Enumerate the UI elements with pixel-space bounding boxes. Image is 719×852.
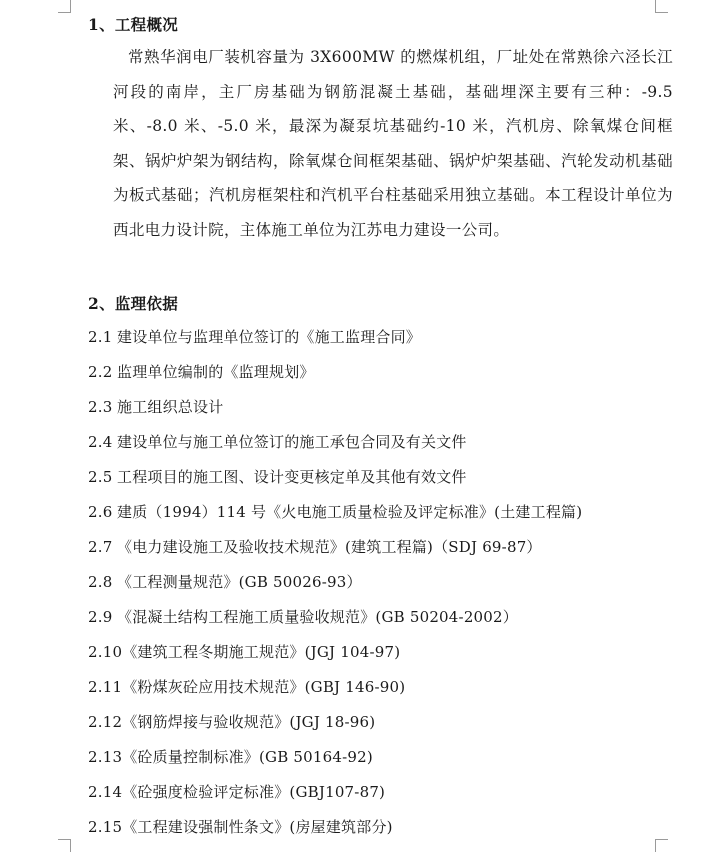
list-item-number: 2.14 [88,783,123,801]
list-item [88,781,385,802]
list-item [88,746,373,767]
list-item-text: 《砼质量控制标准》(GB 50164-92) [122,748,373,766]
list-item-text: 工程项目的施工图、设计变更核定单及其他有效文件 [117,468,467,486]
list-item [88,361,315,382]
list-item-number: 2.2 [88,363,113,381]
list-item [88,396,223,417]
list-item-text: 建设单位与施工单位签订的施工承包合同及有关文件 [117,433,467,451]
list-item-number: 2.13 [88,748,123,766]
crop-mark-top-right [655,0,668,13]
list-item-number: 2.5 [88,468,113,486]
list-item-number: 2.11 [88,678,123,696]
list-item-text: 《钢筋焊接与验收规范》(JGJ 18-96) [122,713,376,731]
list-item-number: 2.8 [88,573,113,591]
list-item-text: 《电力建设施工及验收技术规范》(建筑工程篇)（SDJ 69-87） [117,538,542,556]
list-item [88,326,421,347]
list-item-text: 建质（1994）114 号《火电施工质量检验及评定标准》(土建工程篇) [117,503,583,521]
list-item-number: 2.15 [88,818,123,836]
list-item [88,431,467,452]
list-item-text: 《粉煤灰砼应用技术规范》(GBJ 146-90) [122,678,406,696]
list-item-number: 2.12 [88,713,123,731]
crop-mark-top-left [58,0,71,13]
list-item-text: 《混凝土结构工程施工质量验收规范》(GB 50204-2002） [117,608,518,626]
list-item [88,466,467,487]
list-item-number: 2.9 [88,608,113,626]
list-item [88,501,582,522]
list-item-text: 施工组织总设计 [117,398,224,416]
list-item-text: 《建筑工程冬期施工规范》(JGJ 104-97) [122,643,401,661]
list-item-text: 建设单位与监理单位签订的《施工监理合同》 [117,328,422,346]
list-item-number: 2.4 [88,433,113,451]
list-item-number: 2.7 [88,538,113,556]
list-item [88,711,375,732]
list-item [88,571,362,592]
list-item [88,816,393,837]
list-item-number: 2.1 [88,328,113,346]
section-1-heading: 1、工程概况 [88,15,179,34]
list-item-number: 2.6 [88,503,113,521]
list-item-text: 《砼强度检验评定标准》(GBJ107-87) [122,783,386,801]
list-item-text: 监理单位编制的《监理规划》 [117,363,315,381]
section-2-heading: 2、监理依据 [88,294,179,313]
list-item [88,676,405,697]
list-item-number: 2.3 [88,398,113,416]
list-item-number: 2.10 [88,643,123,661]
list-item [88,606,518,627]
crop-mark-bottom-left [58,839,71,852]
list-item-text: 《工程建设强制性条文》(房屋建筑部分) [122,818,393,836]
crop-mark-bottom-right [655,839,668,852]
section-1-body: 常熟华润电厂装机容量为 3X600MW 的燃煤机组，厂址处在常熟徐六泾长江河段的南岸，主厂房基础为钢筋混凝土基础，基础埋深主要有三种：-9.5米、-8.0 米、-5.0 米，最深为凝泵坑基础约-10 米，汽机房、除氧煤仓间框架、锅炉炉架为钢结构，除氧煤仓间框架基础、锅炉炉架基础、汽轮发动机基础为板式基础；汽机房框架柱和汽机平台柱基础采用独立基础。本工程设计单位为西北电力设计院，主体施工单位为江苏电力建设一公司。 [113,48,673,239]
list-item [88,641,400,662]
list-item [88,536,542,557]
list-item-text: 《工程测量规范》(GB 50026-93） [117,573,362,591]
